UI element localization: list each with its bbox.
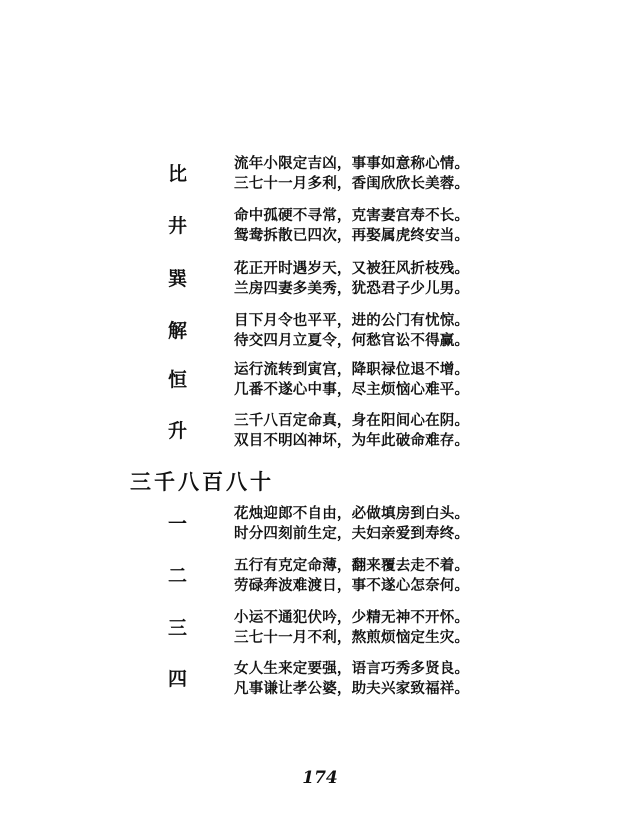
numeral-char: 二 [168, 565, 188, 587]
verse-line: 待交四月立夏令，何愁官讼不得赢。 [234, 332, 470, 349]
numeral-char: 三 [168, 617, 188, 639]
hexagram-char: 井 [168, 215, 188, 237]
verse-entry [0, 361, 640, 411]
verse-line: 几番不遂心中事，尽主烦恼心难平。 [234, 381, 470, 398]
verse-entry [0, 155, 640, 205]
verse-entry [0, 660, 640, 710]
verse-line: 时分四刻前生定，夫妇亲爱到寿终。 [234, 525, 470, 542]
verse-line: 目下月令也平平，进的公门有忧惊。 [234, 312, 470, 329]
hexagram-char: 升 [168, 420, 188, 442]
verse-line: 双目不明凶神坏，为年此破命难存。 [234, 432, 470, 449]
numeral-char: 四 [168, 668, 188, 690]
hexagram-char: 巽 [168, 268, 188, 290]
verse-entry [0, 312, 640, 362]
page-number: 174 [302, 768, 338, 788]
verse-entry [0, 207, 640, 257]
verse-line: 兰房四妻多美秀，犹恐君子少儿男。 [234, 280, 470, 297]
verse-line: 凡事谦让孝公婆，助夫兴家致福祥。 [234, 680, 470, 697]
verse-line: 女人生来定要强，语言巧秀多贤良。 [234, 660, 470, 677]
verse-line: 命中孤硬不寻常，克害妻宫寿不长。 [234, 207, 470, 224]
verse-line: 运行流转到寅宫，降职禄位退不增。 [234, 361, 470, 378]
verse-entry [0, 260, 640, 310]
verse-entry [0, 412, 640, 462]
verse-line: 小运不通犯伏吟，少精无神不开怀。 [234, 609, 470, 626]
verse-entry [0, 557, 640, 607]
hexagram-char: 恒 [168, 369, 188, 391]
verse-line: 花烛迎郎不自由，必做填房到白头。 [234, 505, 470, 522]
verse-entry [0, 609, 640, 659]
hexagram-char: 解 [168, 320, 188, 342]
numeral-char: 一 [168, 513, 188, 535]
hexagram-char: 比 [168, 163, 188, 185]
verse-line: 劳碌奔波难渡日，事不遂心怎奈何。 [234, 577, 470, 594]
verse-entry [0, 505, 640, 555]
section-title: 三千八百八十 [130, 469, 274, 494]
verse-line: 流年小限定吉凶，事事如意称心情。 [234, 155, 470, 172]
verse-line: 三七十一月多利，香闺欣欣长美蓉。 [234, 175, 470, 192]
verse-line: 花正开时遇岁天，又被狂风折枝残。 [234, 260, 470, 277]
verse-line: 五行有克定命薄，翻来覆去走不着。 [234, 557, 470, 574]
verse-line: 鸳鸯拆散已四次，再娶属虎终安当。 [234, 227, 470, 244]
verse-line: 三七十一月不利，熬煎烦恼定生灾。 [234, 629, 470, 646]
verse-line: 三千八百定命真，身在阳间心在阴。 [234, 412, 470, 429]
